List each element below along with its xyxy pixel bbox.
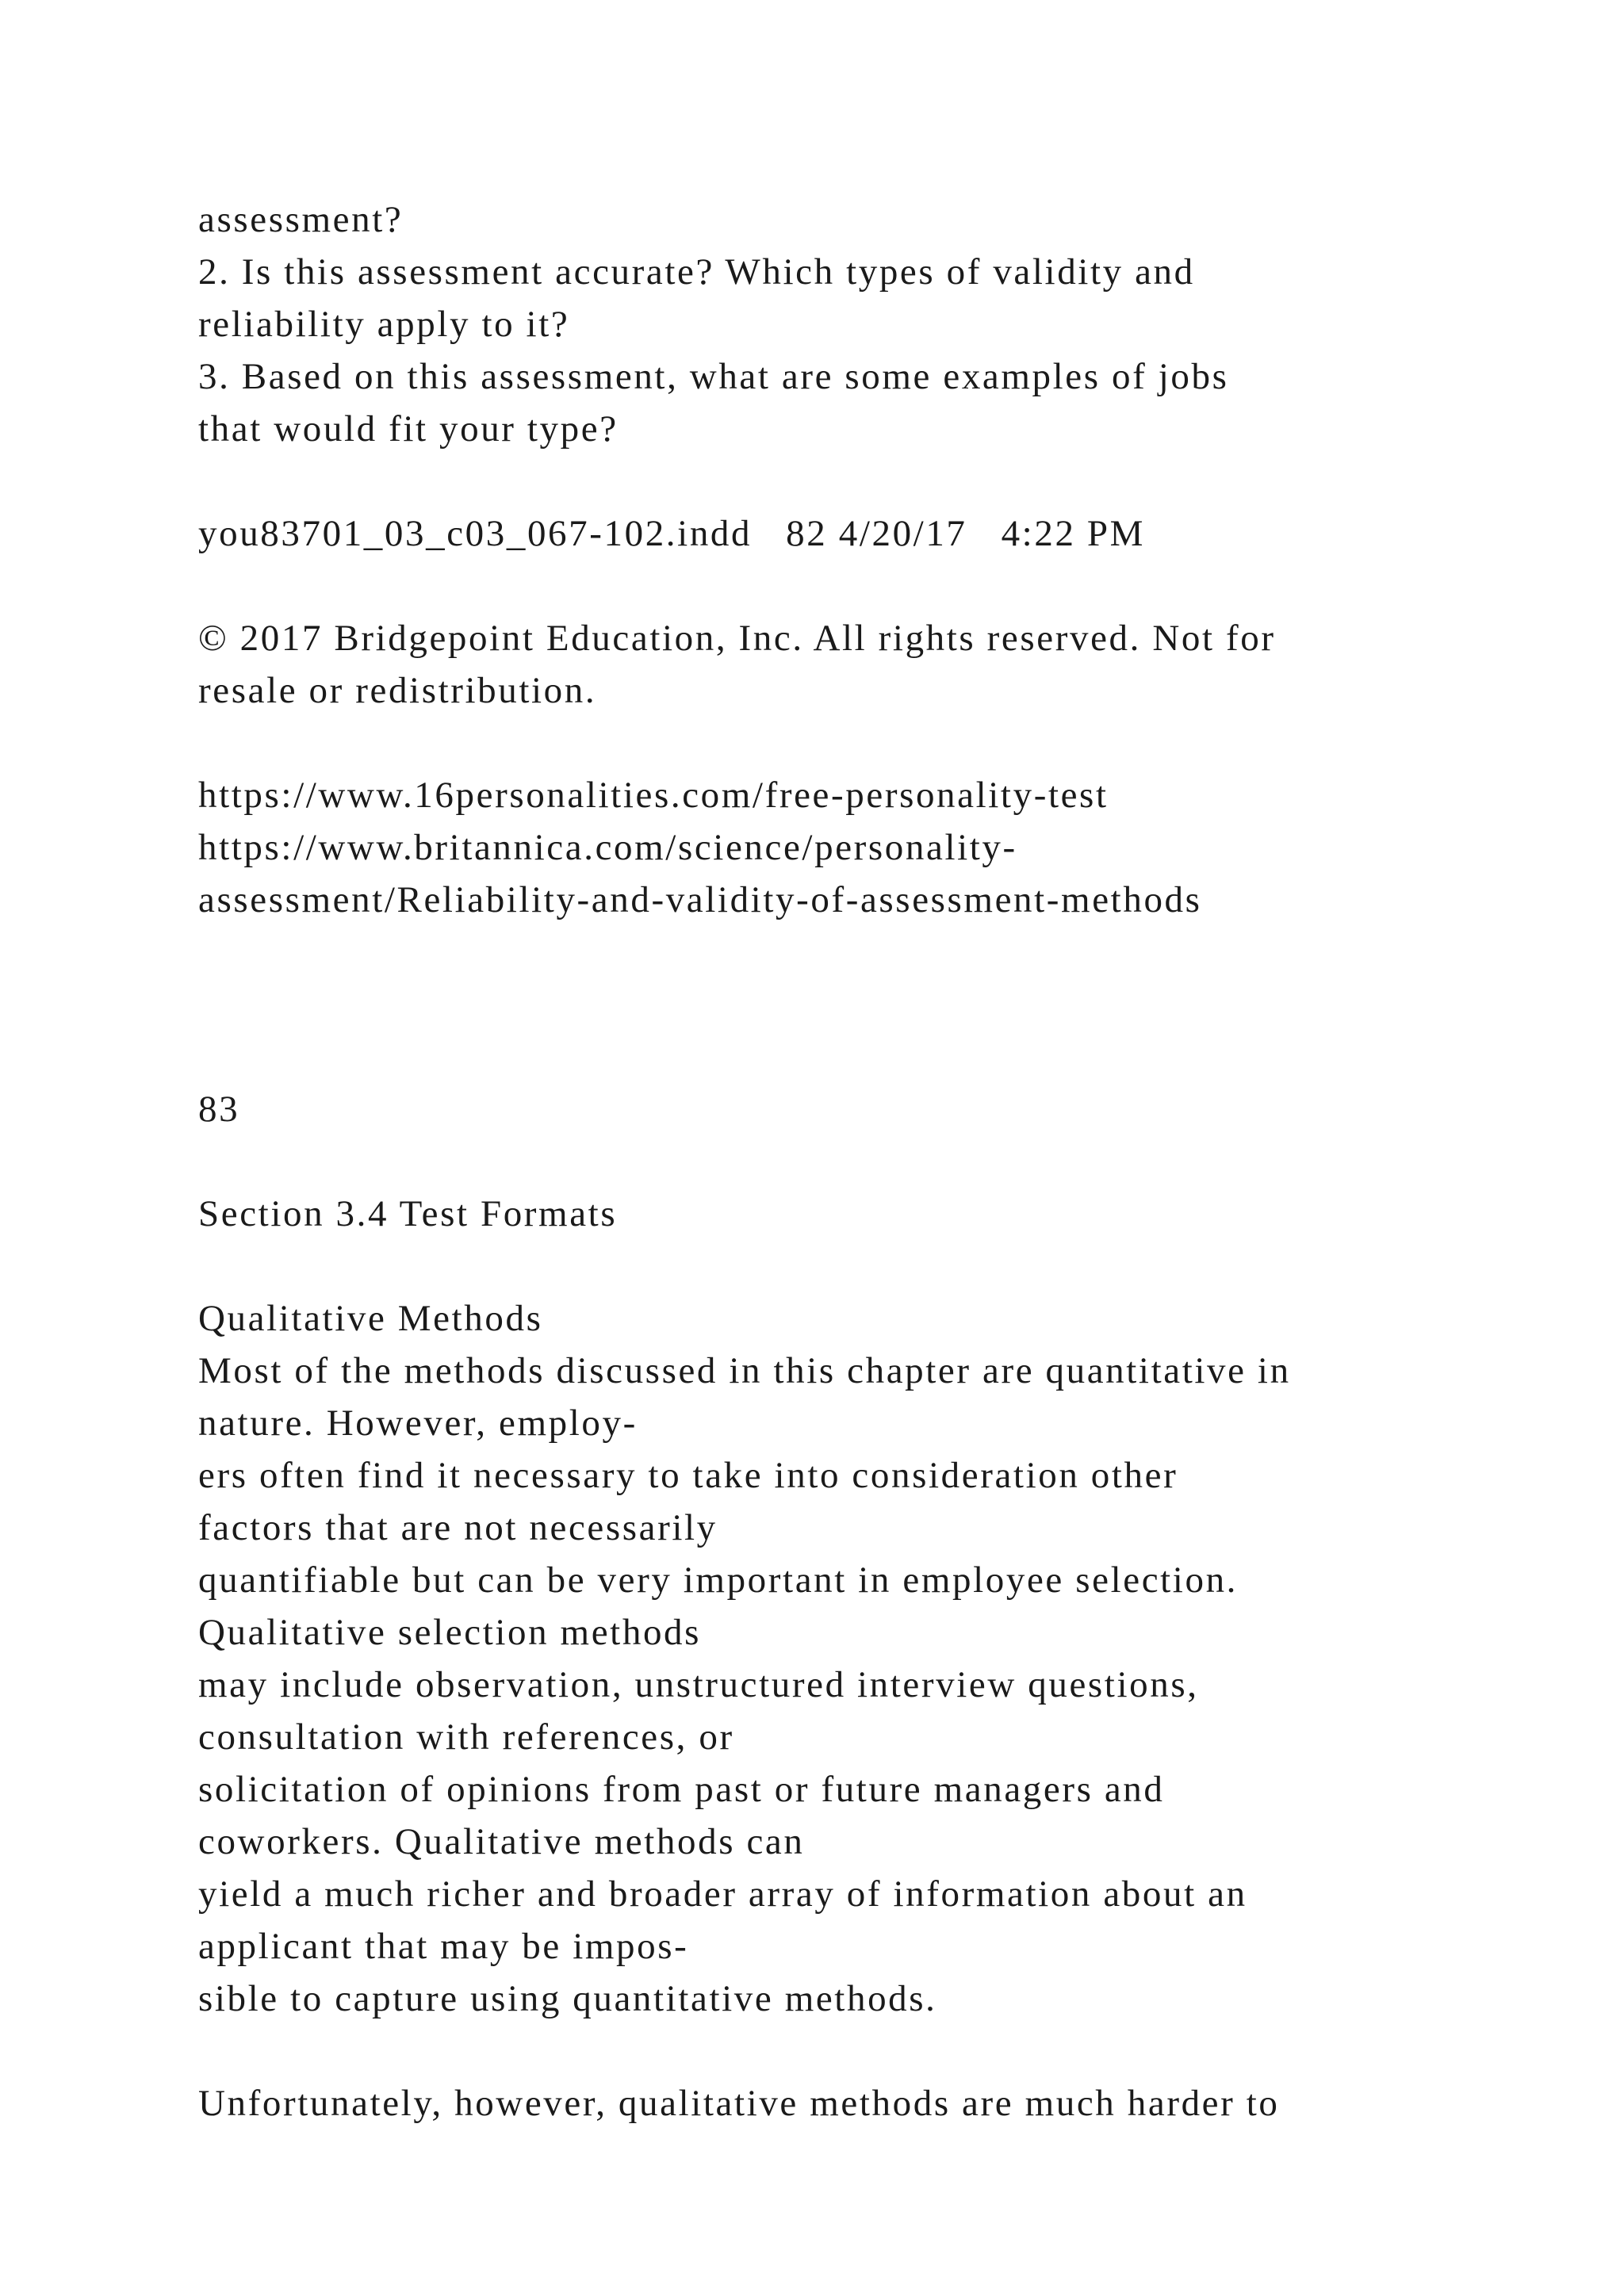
text-line: consultation with references, or — [198, 1716, 734, 1758]
text-line: assessment? — [198, 199, 404, 240]
spacer — [198, 2025, 1546, 2077]
text-line: that would fit your type? — [198, 408, 619, 450]
subheading: Qualitative Methods — [198, 1298, 543, 1339]
text-line: sible to capture using quantitative methods. — [198, 1978, 937, 2019]
text-line: 3. Based on this assessment, what are some examples of jobs — [198, 356, 1229, 397]
reference-links — [198, 769, 1546, 926]
file-slug: you83701_03_c03_067-102.indd 82 4/20/17 4:22 PM — [198, 513, 1146, 554]
text-line: yield a much richer and broader array of information about an — [198, 1873, 1247, 1915]
page-number: 83 — [198, 1089, 240, 1130]
text-line: Qualitative selection methods — [198, 1612, 702, 1653]
url-text: https://www.16personalities.com/free-personality-test — [198, 775, 1109, 816]
spacer — [198, 560, 1546, 612]
text-line: quantifiable but can be very important in employee selection. — [198, 1559, 1239, 1601]
text-line: nature. However, employ- — [198, 1402, 638, 1444]
text-line: may include observation, unstructured interview questions, — [198, 1664, 1199, 1705]
url-text: assessment/Reliability-and-validity-of-assessment-methods — [198, 879, 1202, 920]
document-page — [198, 193, 1546, 2130]
text-line: factors that are not necessarily — [198, 1507, 718, 1548]
spacer — [198, 926, 1546, 1083]
copyright-notice — [198, 612, 1546, 717]
text-line: © 2017 Bridgepoint Education, Inc. All rights reserved. Not for — [198, 618, 1276, 659]
spacer — [198, 455, 1546, 507]
text-line: 2. Is this assessment accurate? Which types of validity and — [198, 251, 1195, 293]
spacer — [198, 717, 1546, 769]
body-paragraph — [198, 1345, 1546, 2025]
text-line: solicitation of opinions from past or future managers and — [198, 1769, 1165, 1810]
text-line: Most of the methods discussed in this chapter are quantitative in — [198, 1350, 1291, 1391]
text-line: applicant that may be impos- — [198, 1926, 689, 1967]
text-line: ers often find it necessary to take into consideration other — [198, 1455, 1178, 1496]
spacer — [198, 1135, 1546, 1188]
text-line: resale or redistribution. — [198, 670, 597, 711]
text-line: reliability apply to it? — [198, 304, 570, 345]
url-text: https://www.britannica.com/science/personality- — [198, 827, 1017, 868]
section-header: Section 3.4 Test Formats — [198, 1193, 618, 1234]
text-line: coworkers. Qualitative methods can — [198, 1821, 805, 1862]
spacer — [198, 1240, 1546, 1292]
final-line: Unfortunately, however, qualitative methods are much harder to — [198, 2083, 1280, 2124]
question-continuation — [198, 193, 1546, 455]
